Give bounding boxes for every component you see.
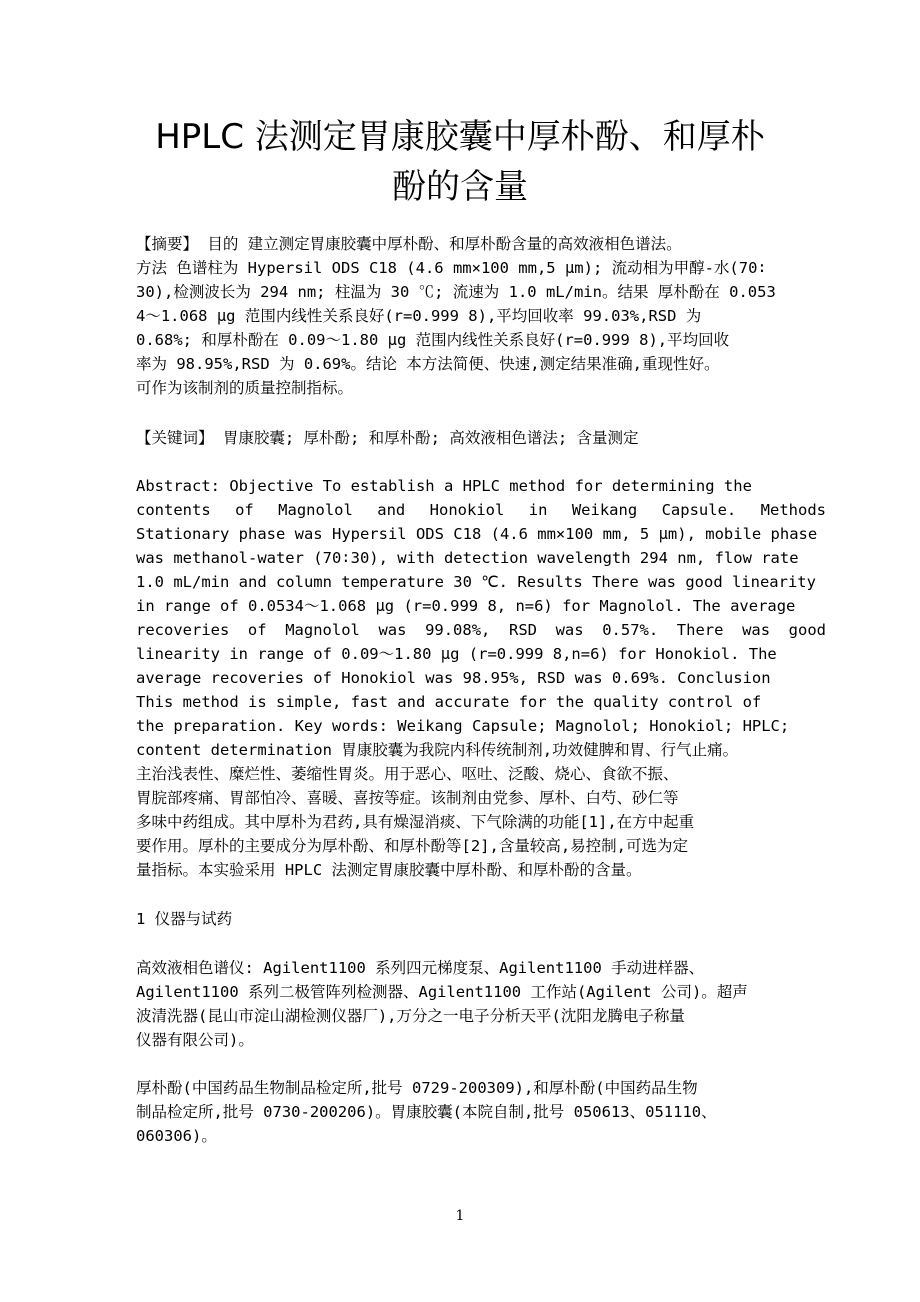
intro-line: 要作用。厚朴的主要成分为厚朴酚、和厚朴酚等[2],含量较高,易控制,可选为定 (136, 837, 688, 855)
title-line-1: HPLC 法测定胃康胶囊中厚朴酚、和厚朴 (155, 117, 765, 157)
abstract-en-line: average recoveries of Honokiol was 98.95%, RSD was 0.69%. Conclusion (136, 669, 771, 687)
intro-line: 多味中药组成。其中厚朴为君药,具有燥湿消痰、下气除满的功能[1],在方中起重 (136, 813, 695, 831)
page-number: 1 (455, 1208, 465, 1224)
english-abstract-and-intro (136, 474, 826, 882)
chinese-abstract (136, 232, 826, 400)
abstract-cn-line: 可作为该制剂的质量控制指标。 (136, 379, 354, 397)
abstract-cn-line: 30),检测波长为 294 nm; 柱温为 30 ℃; 流速为 1.0 mL/min。结果 厚朴酚在 0.053 (136, 283, 776, 301)
title-line-2: 酚的含量 (392, 167, 528, 207)
instruments-line: 波清洗器(昆山市淀山湖检测仪器厂),万分之一电子分析天平(沈阳龙腾电子称量 (136, 1007, 685, 1025)
instruments-paragraph (136, 956, 826, 1052)
intro-line: 量指标。本实验采用 HPLC 法测定胃康胶囊中厚朴酚、和厚朴酚的含量。 (136, 861, 642, 879)
reagents-paragraph (136, 1076, 826, 1148)
section-1-heading (136, 907, 826, 931)
keywords-cn: 【关键词】 胃康胶囊; 厚朴酚; 和厚朴酚; 高效液相色谱法; 含量测定 (136, 429, 639, 447)
intro-line: 主治浅表性、糜烂性、萎缩性胃炎。用于恶心、呕吐、泛酸、烧心、食欲不振、 (136, 765, 679, 783)
article-title (100, 112, 820, 212)
reagents-line: 制品检定所,批号 0730-200206)。胃康胶囊(本院自制,批号 050613、051110、 (136, 1103, 717, 1121)
abstract-en-line: the preparation. Key words: Weikang Capsule; Magnolol; Honokiol; HPLC; (136, 717, 790, 735)
intro-line: content determination 胃康胶囊为我院内科传统制剂,功效健脾和胃、行气止痛。 (136, 741, 739, 759)
abstract-cn-line: 率为 98.95%,RSD 为 0.69%。结论 本方法简便、快速,测定结果准确,重现性好。 (136, 355, 720, 373)
instruments-line: 仪器有限公司)。 (136, 1031, 254, 1049)
abstract-cn-line: 0.68%; 和厚朴酚在 0.09～1.80 μg 范围内线性关系良好(r=0.999 8),平均回收 (136, 331, 730, 349)
abstract-en-line: in range of 0.0534～1.068 μg (r=0.999 8, n=6) for Magnolol. The average (136, 597, 796, 615)
instruments-line: Agilent1100 系列二极管阵列检测器、Agilent1100 工作站(Agilent 公司)。超声 (136, 983, 748, 1001)
intro-line: 胃脘部疼痛、胃部怕冷、喜暖、喜按等症。该制剂由党参、厚朴、白芍、砂仁等 (136, 789, 679, 807)
abstract-en-line: was methanol-water (70∶30), with detection wavelength 294 nm, flow rate (136, 549, 799, 567)
abstract-en-line: Stationary phase was Hypersil ODS C18 (4.6 mm×100 mm, 5 μm), mobile phase (136, 525, 818, 543)
abstract-en-line: linearity in range of 0.09～1.80 μg (r=0.999 8,n=6) for Honokiol. The (136, 645, 777, 663)
chinese-keywords (136, 426, 826, 450)
abstract-en-line: recoveries of Magnolol was 99.08%, RSD was 0.57%. There was good (136, 621, 826, 639)
abstract-en-line: 1.0 mL/min and column temperature 30 ℃. Results There was good linearity (136, 573, 816, 591)
reagents-line: 060306)。 (136, 1127, 217, 1145)
abstract-en-line: This method is simple, fast and accurate for the quality control of (136, 693, 762, 711)
reagents-line: 厚朴酚(中国药品生物制品检定所,批号 0729-200309),和厚朴酚(中国药品生物 (136, 1079, 698, 1097)
abstract-en-line: Abstract: Objective To establish a HPLC method for determining the (136, 477, 752, 495)
abstract-cn-line: 【摘要】 目的 建立测定胃康胶囊中厚朴酚、和厚朴酚含量的高效液相色谱法。 (136, 235, 682, 253)
section-heading: 1 仪器与试药 (136, 910, 233, 928)
abstract-cn-line: 方法 色谱柱为 Hypersil ODS C18 (4.6 mm×100 mm,5 μm); 流动相为甲醇-水(70∶ (136, 259, 767, 277)
abstract-en-line: contents of Magnolol and Honokiol in Weikang Capsule. Methods (136, 501, 826, 519)
instruments-line: 高效液相色谱仪: Agilent1100 系列四元梯度泵、Agilent1100 手动进样器、 (136, 959, 705, 977)
abstract-cn-line: 4～1.068 μg 范围内线性关系良好(r=0.999 8),平均回收率 99.03%,RSD 为 (136, 307, 702, 325)
